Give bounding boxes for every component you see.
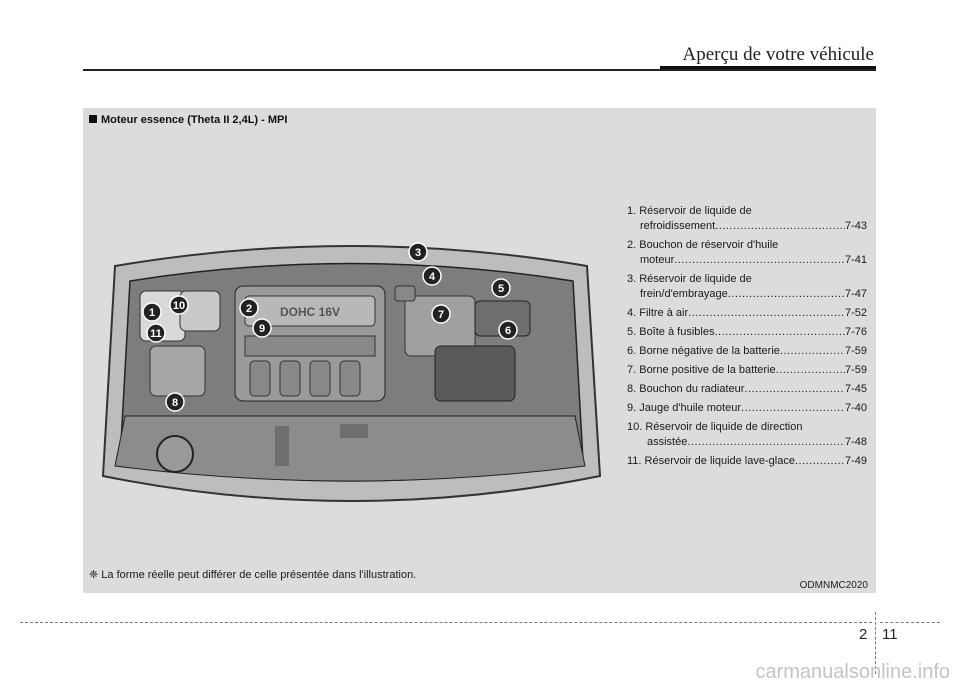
svg-text:7: 7 <box>437 309 445 321</box>
legend-item: 4. Filtre à air ..... 7-52 <box>627 306 867 321</box>
svg-text:11: 11 <box>150 328 162 340</box>
engine-bay-illustration <box>95 226 607 578</box>
square-bullet-icon <box>89 115 97 123</box>
callout-4 <box>423 267 441 285</box>
illustration-note: ❈ La forme réelle peut différer de celle présentée dans l'illustration. <box>89 569 417 581</box>
watermark: carmanualsonline.info <box>755 661 950 683</box>
engine-cover-label: DOHC 16V <box>280 305 341 319</box>
svg-text:9: 9 <box>258 323 266 335</box>
footer-rule-right <box>880 622 940 623</box>
legend-item: 2. Bouchon de réservoir d'huile moteur ..... 7-41 <box>627 238 867 268</box>
footer-rule <box>20 622 872 623</box>
callout-1 <box>143 303 161 321</box>
callout-3 <box>409 243 427 261</box>
parts-legend <box>627 204 867 473</box>
legend-item: 8. Bouchon du radiateur ..... 7-45 <box>627 382 867 397</box>
svg-text:3: 3 <box>414 247 422 259</box>
svg-text:2: 2 <box>245 303 253 315</box>
page-number: 11 <box>882 626 898 643</box>
legend-item: 5. Boîte à fusibles ..... 7-76 <box>627 325 867 340</box>
page-header-title: Aperçu de votre véhicule <box>682 44 874 65</box>
legend-item: 3. Réservoir de liquide de frein/d'embrayage ..... 7-47 <box>627 272 867 302</box>
header-rule <box>83 69 876 71</box>
svg-text:10: 10 <box>172 300 186 312</box>
callout-7 <box>432 305 450 323</box>
svg-text:4: 4 <box>428 271 436 283</box>
callout-9 <box>253 319 271 337</box>
panel-title <box>89 114 287 126</box>
callout-6 <box>499 321 517 339</box>
callout-5 <box>492 279 510 297</box>
panel-title-text: Moteur essence (Theta II 2,4L) - MPI <box>101 114 288 126</box>
legend-item: 10. Réservoir de liquide de direction assistée ..... 7-48 <box>627 420 867 450</box>
svg-text:8: 8 <box>171 397 179 409</box>
legend-item: 9. Jauge d'huile moteur ..... 7-40 <box>627 401 867 416</box>
callout-8 <box>166 393 184 411</box>
callout-11 <box>147 324 165 342</box>
svg-text:5: 5 <box>497 283 505 295</box>
callout-10 <box>170 296 188 314</box>
illustration-panel <box>83 108 876 593</box>
chapter-number: 2 <box>859 626 868 643</box>
figure-code: ODMNMC2020 <box>799 580 868 591</box>
svg-text:6: 6 <box>504 325 512 337</box>
legend-item: 11. Réservoir de liquide lave-glace ..... 7-49 <box>627 454 867 469</box>
legend-item: 7. Borne positive de la batterie ..... 7-59 <box>627 363 867 378</box>
callout-2 <box>240 299 258 317</box>
legend-item: 6. Borne négative de la batterie ..... 7-59 <box>627 344 867 359</box>
legend-item: 1. Réservoir de liquide de refroidissement ..... 7-43 <box>627 204 867 234</box>
svg-text:1: 1 <box>148 307 156 319</box>
